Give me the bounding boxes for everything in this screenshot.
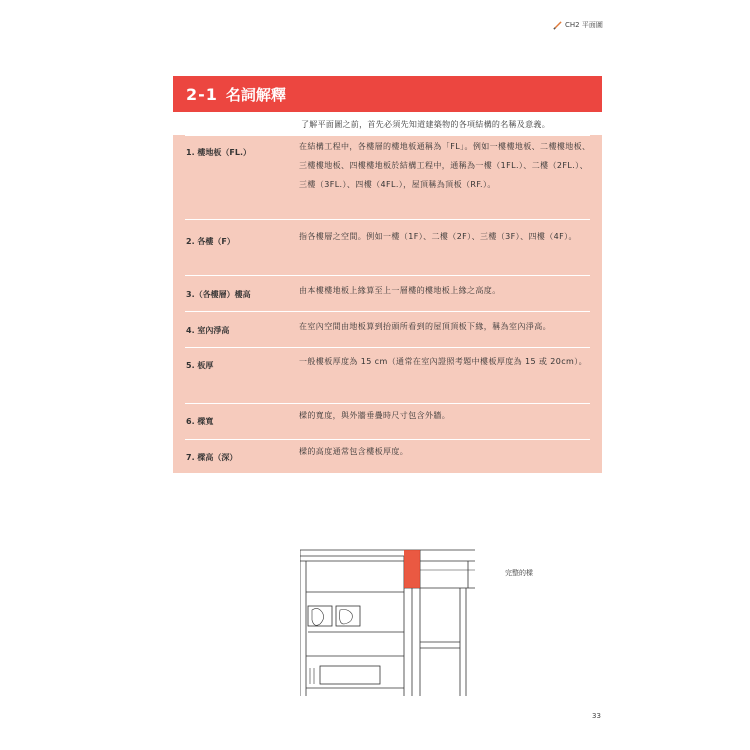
- row-divider: [185, 275, 590, 276]
- term-row: [173, 311, 602, 347]
- term-name: 3.（各樓層）樓高: [186, 290, 251, 299]
- chapter-label: CH2 平面圖: [565, 21, 603, 29]
- term-name: 2. 各樓（F）: [186, 237, 235, 246]
- term-description: 樑的高度通常包含樓板厚度。: [299, 447, 409, 456]
- term-description: 由本樓樓地板上緣算至上一層樓的樓地板上緣之高度。: [299, 286, 501, 295]
- section-title: 名詞解釋: [225, 85, 286, 104]
- row-divider: [185, 135, 590, 136]
- page-number: 33: [592, 712, 601, 720]
- intro-text: 了解平面圖之前，首先必須先知道建築物的各項結構的名稱及意義。: [301, 120, 550, 129]
- term-row: [173, 347, 602, 403]
- term-row: [173, 135, 602, 219]
- term-name: 7. 樑高（深）: [186, 453, 238, 462]
- term-name: 5. 板厚: [186, 361, 214, 370]
- row-divider: [185, 347, 590, 348]
- row-divider: [185, 439, 590, 440]
- term-description: 樑的寬度，與外牆垂疊時尺寸包含外牆。: [299, 411, 451, 420]
- term-description: 一般樓板厚度為 15 cm（通常在室內證照考題中樓板厚度為 15 或 20cm）。: [299, 357, 588, 366]
- section-title-bar: [173, 76, 602, 112]
- section-number: 2-1: [186, 84, 218, 104]
- row-divider: [185, 403, 590, 404]
- term-description: 指各樓層之空間。例如一樓（1F）、二樓（2F）、三樓（3F）、四樓（4F）。: [299, 232, 577, 241]
- term-description: 在結構工程中，各樓層的樓地板通稱為「FL」。例如一樓樓地板、二樓樓地板、三樓樓地板、四樓樓地板於結構工程中，通稱為一樓（1FL.）、二樓（2FL.）、三樓（3FL.）、四樓（4FL.），屋頂稱為頂板（RF.）。: [299, 142, 591, 189]
- row-divider: [185, 311, 590, 312]
- pencil-icon: [553, 21, 562, 30]
- term-description: 在室內空間由地板算到抬頭所看到的屋頂頂板下緣，稱為室內淨高。: [299, 322, 551, 331]
- beam-section-diagram: [300, 548, 475, 696]
- term-row: [173, 403, 602, 439]
- term-name: 1. 樓地板（FL.）: [186, 148, 251, 157]
- term-table: [173, 135, 602, 473]
- term-row: [173, 219, 602, 275]
- chapter-header: [553, 20, 603, 30]
- term-row: [173, 275, 602, 311]
- beam-callout-label: 完整的樑: [505, 569, 533, 577]
- row-divider: [185, 219, 590, 220]
- beam-highlight: [404, 550, 420, 588]
- term-name: 4. 室內淨高: [186, 326, 230, 335]
- term-row: [173, 439, 602, 473]
- term-name: 6. 樑寬: [186, 417, 214, 426]
